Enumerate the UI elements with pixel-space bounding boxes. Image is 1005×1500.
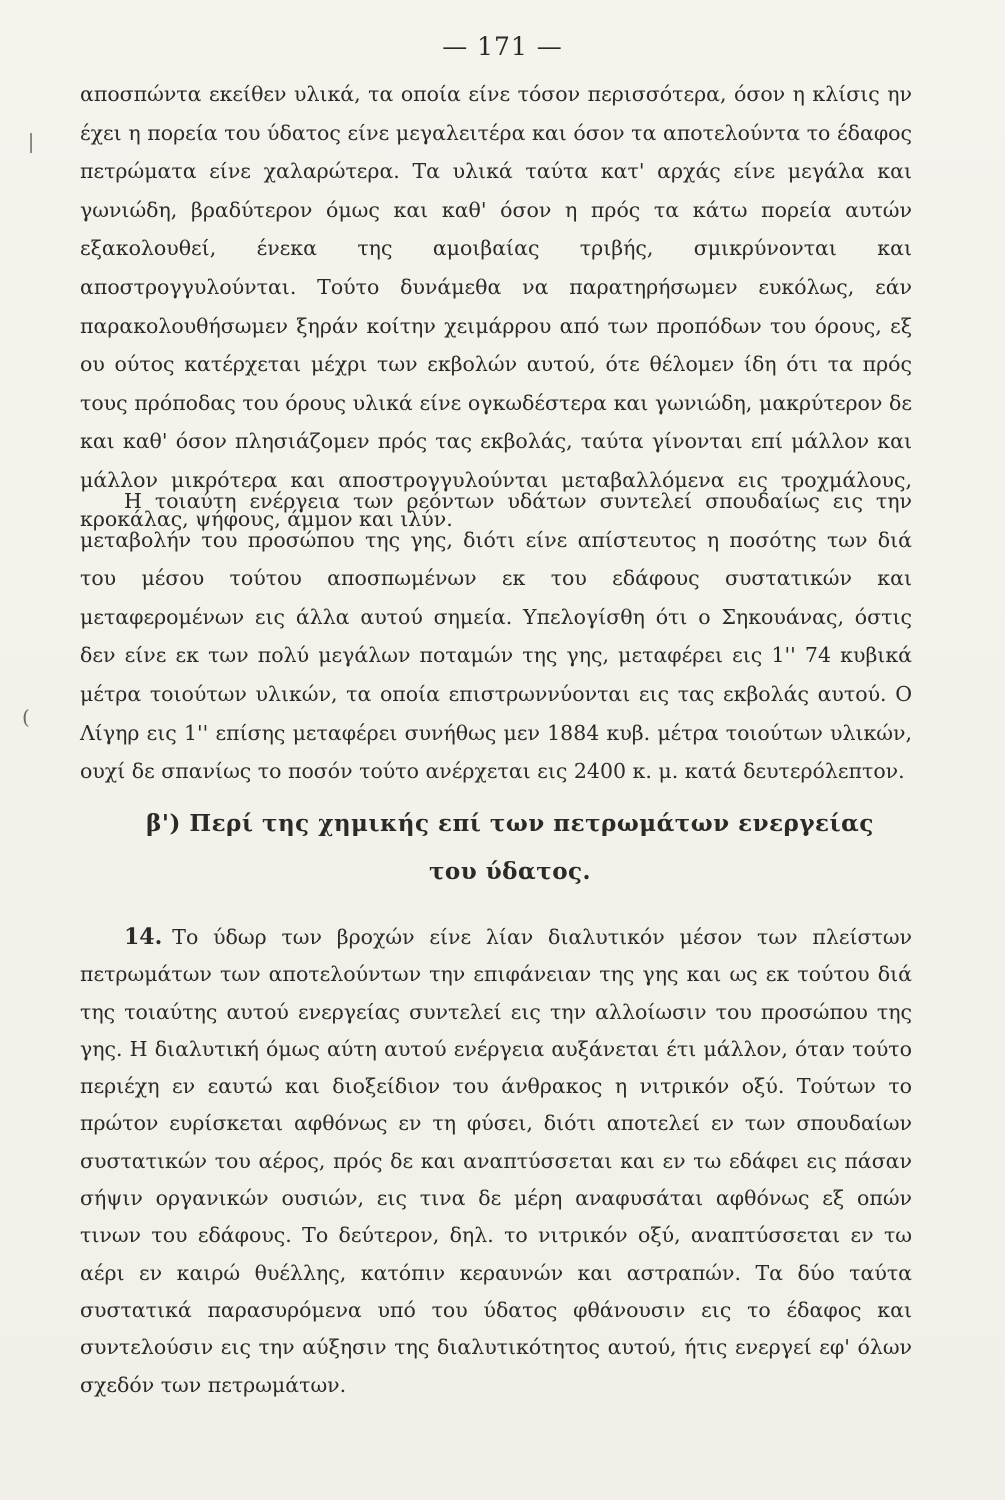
margin-bracket-mark: (	[22, 705, 30, 729]
page-number: — 171 —	[442, 32, 563, 61]
paragraph-14	[80, 919, 912, 1404]
paragraph-number: 14.	[124, 924, 163, 950]
section-heading: β') Περί της χημικής επί των πετρωμάτων ενεργείας του ύδατος.	[146, 810, 874, 885]
margin-bracket-mark: ⎸	[30, 130, 50, 154]
paragraph-14-text: Το ύδωρ των βροχών είνε λίαν διαλυτικόν μέσον των πλείστων πετρωμάτων των αποτελούντων την επιφάνειαν της γης και ως εκ τούτου διά της τοιαύτης αυτού ενεργείας συντελεί εις την αλλοίωσιν του προσώπου της γης. Η διαλυτική όμως αύτη αυτού ενέργεια αυξάνεται έτι μάλλον, όταν τούτο περιέχη εν εαυτώ και διοξείδιον του άνθρακος η νιτρικόν οξύ. Τούτων το πρώτον ευρίσκεται αφθόνως εν τη φύσει, διότι αποτελεί εν των σπουδαίων συστατικών του αέρος, πρός δε και αναπτύσσεται και εν τω εδάφει εις πάσαν σήψιν οργανικών ουσιών, εις τινα δε μέρη αναφυσάται αφθόνως εξ οπών τινων του εδάφους. Το δεύτερον, δηλ. το νιτρικόν οξύ, αναπτύσσεται εν τω αέρι εν καιρώ θυέλλης, κατόπιν κεραυνών και αστραπών. Τα δύο ταύτα συστατικά παρασυρόμενα υπό του ύδατος φθάνουσιν εις το έδαφος και συντελούσιν εις την αύξησιν της διαλυτικότητος αυτού, ήτις ενεργεί εφ' όλων σχεδόν των πετρωμάτων.	[80, 925, 912, 1397]
paragraph-erosion: αποσπώντα εκείθεν υλικά, τα οποία είνε τόσον περισσότερα, όσον η κλίσις ην έχει η πορεία του ύδατος είνε μεγαλειτέρα και όσον τα αποτελούντα το έδαφος πετρώματα είνε χαλαρώτερα. Τα υλικά ταύτα κατ' αρχάς είνε μεγάλα και γωνιώδη, βραδύτερον όμως και καθ' όσον η πρός τα κάτω πορεία αυτών εξακολουθεί, ένεκα της αμοιβαίας τριβής, σμικρύνονται και αποστρογγυλούνται. Τούτο δυνάμεθα να παρατηρήσωμεν ευκόλως, εάν παρακολουθήσωμεν ξηράν κοίτην χειμάρρου από των προπόδων του όρους, εξ ου ούτος κατέρχεται μέχρι των εκβολών αυτού, ότε θέλομεν ίδη ότι τα πρός τους πρόποδας του όρους υλικά είνε ογκωδέστερα και γωνιώδη, μακρύτερον δε και καθ' όσον πλησιάζομεν πρός τας εκβολάς, ταύτα γίνονται επί μάλλον και μάλλον μικρότερα και αποστρογγυλούνται μεταβαλλόμενα εις τροχμάλους, κροκάλας, ψήφους, άμμον και ιλύν.	[80, 82, 912, 531]
paragraph-transport: Η τοιαύτη ενέργεια των ρεόντων υδάτων συντελεί σπουδαίως εις την μεταβολήν του προσώπου της γης, διότι είνε απίστευτος η ποσότης των διά του μέσου τούτου αποσπωμένων εκ του εδάφους συστατικών και μεταφερομένων εις άλλα αυτού σημεία. Υπελογίσθη ότι ο Σηκουάνας, όστις δεν είνε εκ των πολύ μεγάλων ποταμών της γης, μεταφέρει εις 1'' 74 κυβικά μέτρα τοιούτων υλικών, τα οποία επιστρωννύονται εις τας εκβολάς αυτού. Ο Λίγηρ εις 1'' επίσης μεταφέρει συνήθως μεν 1884 κυβ. μέτρα τοιούτων υλικών, ουχί δε σπανίως το ποσόν τούτο ανέρχεται εις 2400 κ. μ. κατά δευτερόλεπτον.	[80, 489, 912, 784]
